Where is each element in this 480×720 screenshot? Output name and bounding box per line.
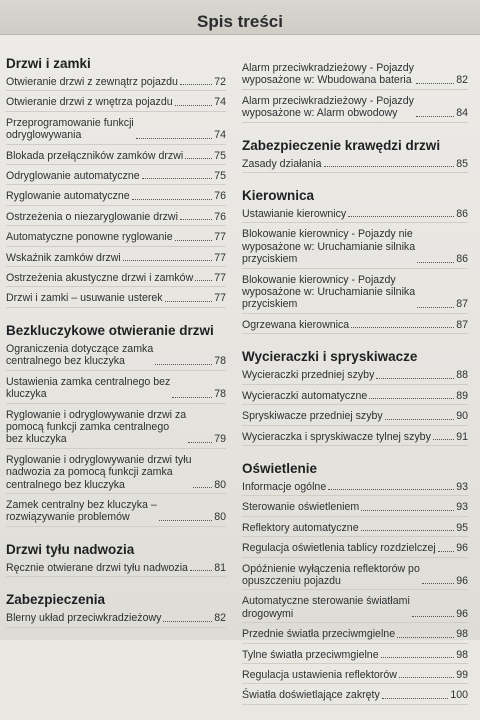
toc-entry-page: 77 [214, 292, 226, 305]
toc-entry-page: 93 [456, 480, 468, 493]
toc-entry-page: 77 [214, 251, 226, 264]
toc-entry-title: Światła doświetlające zakręty [242, 689, 380, 702]
toc-entry-title: Automatyczne sterowanie światłami drogowymi [242, 595, 410, 620]
toc-entry[interactable] [242, 595, 468, 623]
toc-entry-title: Otwieranie drzwi z wnętrza pojazdu [6, 96, 173, 109]
toc-entry-title: Przednie światła przeciwmgielne [242, 628, 396, 641]
toc-entry-title: Odryglowanie automatyczne [6, 170, 140, 183]
toc-entry[interactable] [6, 76, 226, 91]
toc-entry[interactable] [242, 158, 468, 173]
dot-leader [416, 116, 454, 117]
toc-entry-title: Opóźnienie wyłączenia reflektorów po opuszczeniu pojazdu [242, 562, 420, 587]
dot-leader [163, 621, 212, 622]
toc-entry-title: Blokada przełączników zamków drzwi [6, 149, 184, 162]
toc-entry-page: 77 [214, 272, 226, 285]
dot-leader [185, 158, 212, 159]
toc-entry-page: 74 [214, 96, 226, 109]
dot-leader [175, 105, 213, 106]
toc-entry-title: Przeprogramowanie funkcji odryglowywania [6, 116, 134, 142]
toc-entry[interactable] [6, 252, 226, 267]
section-heading: Kierownica [242, 188, 315, 204]
dot-leader [159, 520, 212, 521]
dot-leader [361, 530, 455, 531]
dot-leader [397, 637, 454, 638]
toc-entry-title: Ostrzeżenia o niezaryglowanie drzwi [6, 210, 178, 223]
toc-entry-page: 91 [456, 430, 468, 443]
dot-leader [399, 677, 454, 678]
dot-leader [193, 487, 212, 488]
toc-entry[interactable] [242, 208, 468, 223]
toc-entry[interactable] [6, 562, 226, 577]
toc-entry[interactable] [6, 409, 226, 449]
toc-entry[interactable] [242, 319, 468, 334]
left-column [6, 56, 226, 643]
toc-entry-title: Alarm przeciwkradzieżowy - Pojazdy wyposażone w: Alarm obwodowy [242, 94, 414, 120]
toc-entry[interactable] [6, 292, 226, 307]
toc-entry-title: Drzwi i zamki – usuwanie usterek [6, 292, 163, 305]
section-heading: Drzwi i zamki [6, 56, 91, 71]
toc-entry[interactable] [6, 272, 226, 287]
page-title: Spis treści [197, 12, 283, 31]
toc-entry[interactable] [242, 228, 468, 268]
toc-entry-page: 100 [450, 689, 468, 702]
dot-leader [417, 307, 454, 308]
dot-leader [188, 442, 212, 443]
dot-leader [412, 616, 454, 617]
dot-leader [190, 570, 212, 571]
toc-entry-title: Zasady działania [242, 157, 322, 170]
dot-leader [422, 583, 454, 584]
dot-leader [381, 657, 455, 658]
dot-leader [132, 199, 213, 200]
toc-entry-title: Reflektory automatyczne [242, 521, 359, 534]
toc-entry-page: 80 [214, 478, 226, 491]
dot-leader [180, 219, 212, 220]
toc-entry[interactable] [242, 649, 468, 664]
toc-entry-page: 93 [456, 501, 468, 514]
toc-entry[interactable] [6, 96, 226, 111]
toc-entry-page: 87 [456, 318, 468, 331]
toc-entry[interactable] [242, 369, 468, 384]
toc-entry-title: Wycieraczki automatyczne [242, 389, 368, 402]
toc-entry[interactable] [242, 431, 468, 446]
toc-entry-page: 99 [456, 668, 468, 681]
toc-entry-page: 77 [214, 231, 226, 244]
dot-leader [361, 510, 454, 511]
toc-entry[interactable] [242, 390, 468, 405]
dot-leader [180, 84, 212, 85]
dot-leader [382, 698, 449, 699]
dot-leader [136, 138, 212, 139]
section-heading: Oświetlenie [242, 460, 318, 476]
dot-leader [348, 216, 454, 217]
toc-entry[interactable] [6, 150, 226, 165]
toc-entry-page: 96 [456, 607, 468, 620]
toc-entry[interactable] [6, 499, 226, 527]
dot-leader [351, 327, 454, 328]
toc-entry-title: Ograniczenia dotyczące zamka centralnego bez kluczyka [6, 342, 154, 368]
toc-entry[interactable] [242, 628, 468, 643]
dot-leader [385, 419, 454, 420]
toc-entry-title: Ryglowanie i odryglowywanie drzwi tyłu nadwozia za pomocą funkcji zamka centralnego bez kluczyka [6, 453, 192, 491]
section-heading: Drzwi tyłu nadwozia [6, 541, 135, 557]
toc-entry-page: 87 [456, 298, 468, 311]
toc-entry-page: 85 [456, 157, 468, 170]
toc-entry-page: 82 [214, 612, 226, 625]
section-heading: Zabezpieczenie krawędzi drzwi [242, 137, 441, 153]
toc-entry-page: 81 [214, 561, 226, 574]
dot-leader [324, 166, 455, 167]
toc-entry[interactable] [242, 563, 468, 591]
toc-entry-page: 76 [214, 190, 226, 203]
toc-entry-page: 96 [456, 574, 468, 587]
toc-entry-page: 80 [214, 511, 226, 524]
dot-leader [376, 378, 454, 379]
toc-entry-page: 75 [214, 170, 226, 183]
dot-leader [438, 551, 454, 552]
toc-entry-page: 84 [456, 107, 468, 120]
section-heading: Bezkluczykowe otwieranie drzwi [6, 322, 214, 338]
section-heading: Wycieraczki i spryskiwacze [242, 349, 418, 365]
section-heading: Zabezpieczenia [6, 592, 106, 608]
toc-entry-title: Ustawienia zamka centralnego bez kluczyka [6, 375, 171, 401]
toc-entry-title: Ustawianie kierownicy [242, 208, 347, 221]
dot-leader [195, 280, 212, 281]
toc-entry-title: Blokowanie kierownicy - Pojazdy wyposażone w: Uruchamianie silnika przyciskiem [242, 273, 416, 311]
toc-entry-page: 96 [456, 542, 468, 555]
toc-entry[interactable] [242, 410, 468, 425]
toc-entry[interactable] [6, 343, 226, 371]
toc-entry[interactable] [6, 376, 226, 404]
toc-entry[interactable] [242, 669, 468, 684]
toc-entry-title: Informacje ogólne [242, 480, 327, 493]
toc-entry[interactable] [6, 117, 226, 145]
toc-entry[interactable] [242, 481, 468, 496]
toc-entry[interactable] [242, 689, 468, 704]
toc-entry[interactable] [242, 274, 468, 314]
toc-entry-page: 79 [214, 433, 226, 446]
toc-entry-page: 78 [214, 355, 226, 368]
dot-leader [155, 364, 212, 365]
toc-entry-page: 75 [214, 149, 226, 162]
toc-entry-title: Ryglowanie i odryglowywanie drzwi za pomocą funkcji zamka centralnego bez kluczyka [6, 408, 187, 446]
toc-entry[interactable] [6, 211, 226, 226]
toc-entry-page: 90 [456, 410, 468, 423]
toc-entry[interactable] [242, 542, 468, 557]
toc-entry-page: 98 [456, 648, 468, 661]
toc-entry-title: Ostrzeżenia akustyczne drzwi i zamków [6, 272, 194, 285]
toc-entry-page: 88 [456, 369, 468, 382]
toc-entry-title: Wycieraczki przedniej szyby [242, 369, 375, 382]
toc-entry-title: Regulacja ustawienia reflektorów [242, 668, 397, 681]
toc-entry[interactable] [6, 190, 226, 205]
dot-leader [369, 398, 454, 399]
dot-leader [142, 178, 213, 179]
toc-entry-title: Otwieranie drzwi z zewnątrz pojazdu [6, 76, 178, 88]
toc-entry-page: 95 [456, 521, 468, 534]
toc-entry-page: 72 [214, 76, 226, 88]
dot-leader [417, 262, 454, 263]
dot-leader [175, 240, 213, 241]
toc-entry[interactable] [6, 454, 226, 494]
toc-entry-title: Spryskiwacze przedniej szyby [242, 410, 383, 423]
toc-entry[interactable] [6, 231, 226, 246]
toc-entry-title: Sterowanie oświetleniem [242, 501, 360, 514]
dot-leader [328, 489, 454, 490]
toc-entry-title: Ogrzewana kierownica [242, 318, 350, 331]
dot-leader [172, 397, 212, 398]
toc-entry-page: 86 [456, 208, 468, 221]
toc-entry-page: 89 [456, 389, 468, 402]
toc-entry-title: Blerny układ przeciwkradzieżowy [6, 612, 162, 625]
toc-entry-title: Ryglowanie automatyczne [6, 190, 130, 203]
toc-entry-title: Tylne światła przeciwmgielne [242, 648, 379, 661]
toc-entry[interactable] [6, 612, 226, 627]
dot-leader [433, 439, 454, 440]
toc-entry-page: 74 [214, 129, 226, 142]
toc-entry-title: Regulacja oświetlenia tablicy rozdzielczej [242, 542, 436, 555]
dot-leader [165, 301, 213, 302]
toc-entry[interactable] [6, 170, 226, 185]
right-column [242, 62, 468, 720]
toc-entry-page: 98 [456, 628, 468, 641]
toc-entry-title: Zamek centralny bez kluczyka – rozwiązywanie problemów [6, 498, 157, 524]
toc-entry-page: 82 [456, 74, 468, 87]
toc-entry-page: 86 [456, 253, 468, 266]
toc-entry-title: Automatyczne ponowne ryglowanie [6, 231, 173, 244]
toc-entry[interactable] [242, 62, 468, 90]
toc-entry-title: Wycieraczka i spryskiwacze tylnej szyby [242, 430, 431, 443]
toc-entry-title: Alarm przeciwkradzieżowy - Pojazdy wyposażone w: Wbudowana bateria [242, 62, 414, 87]
toc-entry-page: 78 [214, 388, 226, 401]
toc-entry-title: Blokowanie kierownicy - Pojazdy nie wyposażone w: Uruchamianie silnika przyciskiem [242, 228, 416, 266]
dot-leader [416, 83, 454, 84]
toc-entry[interactable] [242, 501, 468, 516]
toc-entry[interactable] [242, 95, 468, 123]
toc-entry-page: 76 [214, 210, 226, 223]
dot-leader [123, 260, 212, 261]
toc-entry-title: Ręcznie otwierane drzwi tyłu nadwozia [6, 561, 188, 574]
toc-entry-title: Wskaźnik zamków drzwi [6, 251, 121, 264]
toc-entry[interactable] [242, 522, 468, 537]
